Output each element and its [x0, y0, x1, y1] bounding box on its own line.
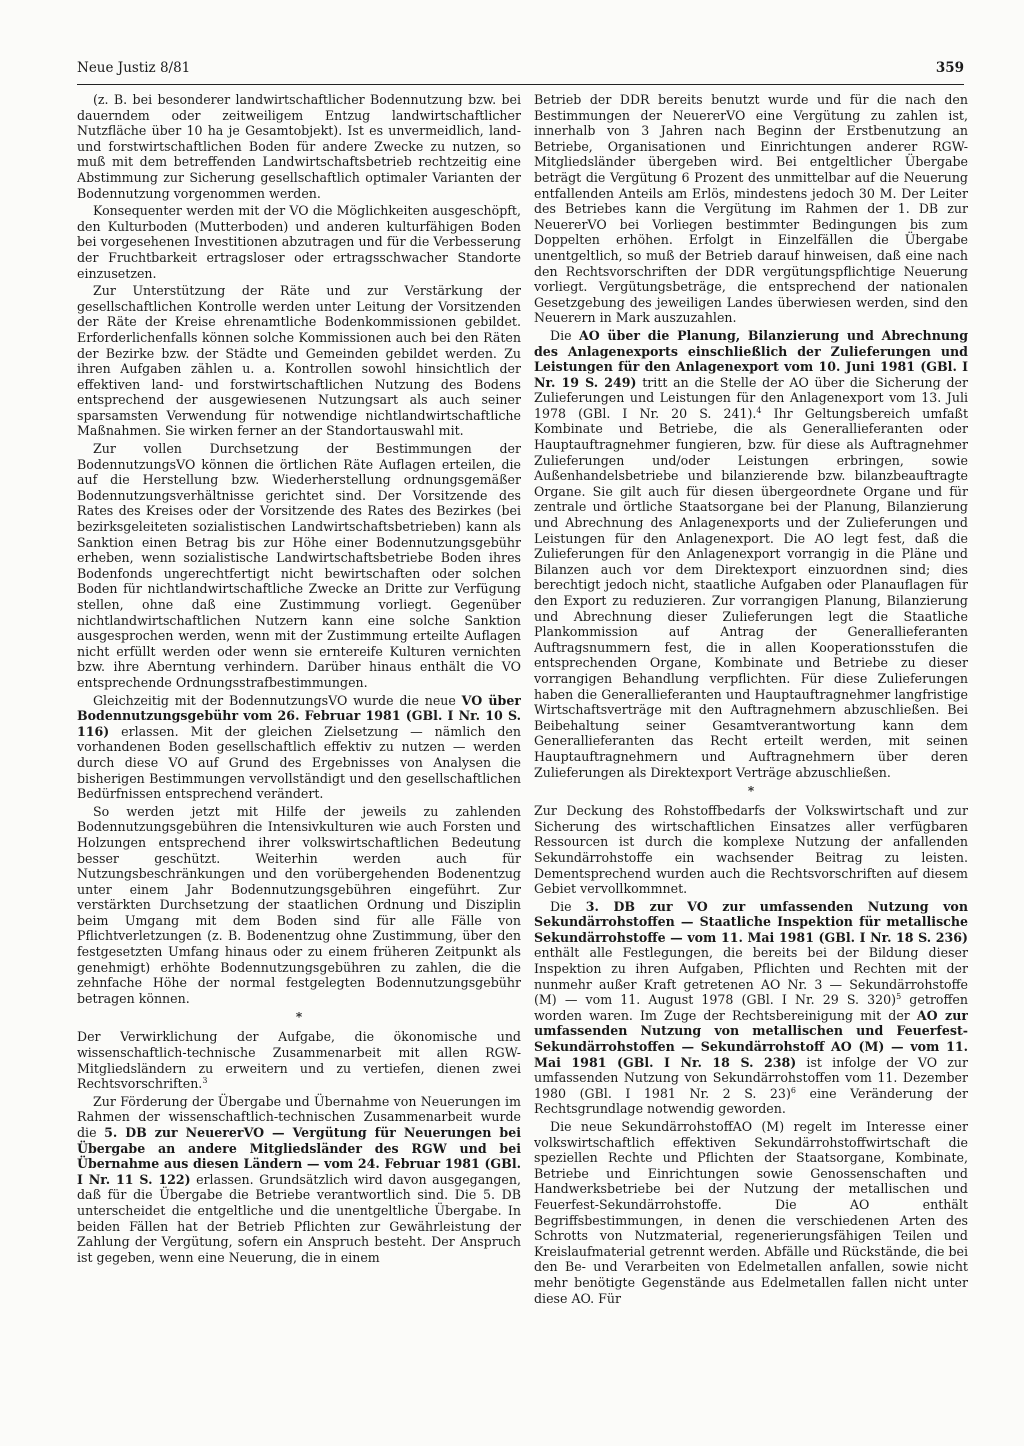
paragraph [77, 693, 521, 802]
legal-citation: AO zur umfassenden Nutzung von metallischen und Feuerfest-Sekundärrohstoffen — Sekundärrohstoff AO (M) — vom 11. Mai 1981 (GBl. I Nr. 18 S. 238) [534, 1007, 968, 1070]
footnote-ref: 6 [790, 1085, 796, 1095]
paragraph [534, 92, 968, 326]
section-separator: * [747, 784, 755, 799]
footnote-ref: 5 [896, 992, 902, 1002]
paragraph-text: enthält alle Festlegungen, die bereits bei der Bildung dieser Inspektion zu ihren Aufgaben, Pflichten und Rechten mit der nunmehr außer Kraft getretenen AO Nr. 3 — Sekundärrohstoffe (M) — vom 11. August 1978 (GBl. I Nr. 29 S. 320) [534, 945, 968, 1008]
legal-citation: 5. DB zur NeuererVO — Vergütung für Neuerungen bei Übergabe an andere Mitgliedsländer des RGW und bei Übernahme aus diesen Ländern — vom 24. Februar 1981 (GBl. I Nr. 11 S. 122) [77, 1125, 521, 1187]
paragraph [77, 203, 521, 281]
paragraph-text: Zur Unterstützung der Räte und zur Verstärkung der gesellschaftlichen Kontrolle werden unter Leitung der Vorsitzenden der Räte der Kreise ehrenamtliche Bodenkommissionen gebildet. Erforderlichenfalls können solche Kommissionen auch bei den Räten der Bezirke bzw. der Städte und Gemeinden gebildet werden. Zu ihren Aufgaben zählen u. a. Kontrollen sowohl hinsichtlich der effektiven land- und forstwirtschaftlichen Nutzung des Bodens entsprechend der ausgewiesenen Nutzungsart als auch seiner sparsamsten Verwendung für notwendige nichtlandwirtschaftliche Maßnahmen. Sie wirken ferner an der Standortauswahl mit. [77, 283, 521, 439]
footnote-ref: 4 [756, 405, 762, 415]
paragraph-text: Konsequenter werden mit der VO die Möglichkeiten ausgeschöpft, den Kulturboden (Mutterboden) und anderen kulturfähigen Boden bei vorgesehenen Investitionen abzutragen und für die Verbesserung der Fruchtbarkeit ertragsloser oder ertragsschwacher Standorte einzusetzen. [77, 203, 521, 281]
paragraph-text: So werden jetzt mit Hilfe der jeweils zu zahlenden Bodennutzungsgebühren die Intensivkulturen wie auch Forsten und Holzungen entsprechend ihrer volkswirtschaftlichen Bedeutung besser geschützt. Weiterhin werden auch für Nutzungsbeschränkungen und den vorübergehenden Bodenentzug unter einem Jahr Bodennutzungsgebühren eingeführt. Zur verstärkten Durchsetzung der staatlichen Ordnung und Disziplin beim Umgang mit dem Boden sind für alle Fälle von Pflichtverletzungen (z. B. Bodenentzug ohne Zustimmung, über den festgesetzten Umfang hinaus oder zu einem früheren Zeitpunkt als genehmigt) erhöhte Bodennutzungsgebühren zu zahlen, die die zehnfache Höhe der normal festgelegten Bodennutzungsgebühr betragen können. [77, 803, 521, 1006]
paragraph-text: Zur vollen Durchsetzung der Bestimmungen der BodennutzungsVO können die örtlichen Räte Auflagen erteilen, die auf die Herstellung bzw. Wiederherstellung ordnungsgemäßer Bodennutzungsverhältnisse gerichtet sind. Der Vorsitzende des Rates des Kreises oder der Vorsitzende des Rates des Bezirkes (bei bezirksgeleiteten sozialistischen Landwirtschaftsbetrieben) kann als Sanktion einen Betrag bis zur Höhe einer Bodennutzungsgebühr erheben, wenn sozialistische Landwirtschaftsbetriebe Boden ihres Bodenfonds ungerechtfertigt nicht bewirtschaften oder solchen Boden für nichtlandwirtschaftliche Zwecke an Dritte zur Verfügung stellen, ohne daß eine Zustimmung vorliegt. Gegenüber nichtlandwirtschaftlichen Nutzern kann eine solche Sanktion ausgesprochen werden, wenn mit der Zustimmung erteilte Auflagen nicht erfüllt werden oder wenn sie erntereife Kulturen vernichten bzw. ihre Aberntung verhindern. Darüber hinaus enthält die VO entsprechende Ordnungsstrafbestimmungen. [77, 441, 521, 690]
paragraph [534, 1119, 968, 1306]
footnote-ref: 3 [202, 1076, 208, 1086]
paragraph-text: eine Veränderung der Rechtsgrundlage notwendig geworden. [534, 1085, 968, 1117]
right-column [534, 92, 968, 1410]
paragraph [77, 441, 521, 691]
legal-citation: 3. DB zur VO zur umfassenden Nutzung von Sekundärrohstoffen — Staatliche Inspektion für metallische Sekundärrohstoffe — vom 11. Mai 1981 (GBl. I Nr. 18 S. 236) [534, 898, 968, 945]
paragraph-text: Die neue SekundärrohstoffAO (M) regelt im Interesse einer volkswirtschaftlich effektiven Sekundärrohstoffwirtschaft die speziellen Rechte und Pflichten der Staatsorgane, Kombinate, Betriebe und Einrichtungen sowie Genossenschaften und Handwerksbetriebe bei der Nutzung der metallischen und Feuerfest-Sekundärrohstoffe. Die AO enthält Begriffsbestimmungen, in denen die verschiedenen Arten des Schrotts von Nutzmaterial, regenerierungsfähigen Teilen und Kreislaufmaterial getrennt werden. Abfälle und Rückstände, die bei den Be- und Verarbeiten von Edelmetallen anfallen, sowie nicht mehr benötigte Gegenstände aus Edelmetallen fallen nicht unter diese AO. Für [534, 1119, 968, 1306]
paragraph-text: Der Verwirklichung der Aufgabe, die ökonomische und wissenschaftlich-technische Zusammenarbeit mit allen RGW-Mitgliedsländern zu erweitern und zu vertiefen [77, 1029, 521, 1076]
paragraph [77, 1029, 521, 1091]
paragraph-text: Die [550, 898, 586, 914]
paragraph [77, 283, 521, 439]
paragraph [77, 92, 521, 201]
paragraph-text: Ihr Geltungsbereich umfaßt Kombinate und Betriebe, die als Generallieferanten oder Hauptauftragnehmer fungieren, bzw. für diese als Auftragnehmer Zulieferungen und/oder Leistungen erbringen, sowie Außenhandelsbetriebe und bilanzierende bzw. bilanzbeauftragte Organe. Sie gilt auch für diesen übergeordnete Organe und für zentrale und örtliche Staatsorgane bei der Planung, Bilanzierung und Abrechnung des Anlagenexports und der Zulieferungen und Leistungen für den Anlagenexport. Die AO legt fest, daß die Zulieferungen für den Anlagenexport vorrangig in die Pläne und Bilanzen auch vor dem Direktexport einzuordnen sind; dies berechtigt jedoch nicht, staatliche Aufgaben oder Planauflagen für den Export zu reduzieren. Zur vorrangigen Planung, Bilanzierung und Abrechnung dieser Zulieferungen legt die Staatliche Plankommission auf Antrag der Generallieferanten Auftragsnummern fest, die in allen Kooperationsstufen die entsprechenden Organe, Kombinate und Betriebe zu dieser vorrangigen Behandlung verpflichten. Für diese Zulieferungen haben die Generallieferanten und Hauptauftragnehmer langfristige Wirtschaftsverträge mit den Auftragnehmern abzuschließen. Bei Beibehaltung seiner Gesamtverantwortung kann dem Generallieferanten das Recht erteilt werden, mit seinen Hauptauftragnehmern und Auftragnehmern über deren Zulieferungen als Direktexport Verträge abzuschließen. [534, 405, 968, 780]
legal-citation: VO über Bodennutzungsgebühr vom 26. Februar 1981 (GBl. I Nr. 10 S. 116) [77, 692, 521, 739]
journal-title: Neue Justiz 8/81 [77, 60, 191, 76]
paragraph [77, 1094, 521, 1266]
section-separator: * [295, 1010, 303, 1025]
paragraph-text: Gleichzeitig mit der BodennutzungsVO wurde die neue [93, 692, 462, 708]
paragraph [77, 804, 521, 1007]
paragraph-text: getroffen worden waren. Im Zuge der Rechtsbereinigung mit der [534, 992, 968, 1023]
paragraph-text: Die [550, 327, 579, 343]
paragraph [534, 328, 968, 780]
paragraph-text: ist infolge der VO zur umfassenden Nutzung von Sekundärrohstoffen vom 11. Dezember 1980 (GBl. I 1981 Nr. 2 S. 23) [534, 1054, 968, 1101]
running-header [77, 58, 964, 85]
paragraph [534, 899, 968, 1117]
paragraph-text: tritt an die Stelle der AO über die Sicherung der Zulieferungen und Leistungen für den Anlagenexport vom 13. Juli 1978 (GBl. I Nr. 20 S. 241). [534, 374, 968, 421]
page-number: 359 [935, 60, 964, 76]
paragraph-text: Zur Deckung des Rohstoffbedarfs der Volkswirtschaft und zur Sicherung des wirtschaftlichen Einsatzes aller verfügbaren Ressourcen ist durch die komplexe Nutzung der anfallenden Sekundärrohstoffe ein wachsender Beitrag zu leisten. Dementsprechend wurden auch die Rechtsvorschriften auf diesem Gebiet vervollkommnet. [534, 803, 968, 897]
paragraph-text: erlassen. Mit der gleichen Zielsetzung — nämlich den vorhandenen Boden gesellschaftlich effektiv zu nutzen — werden durch diese VO auf Grund des Ergebnisses von Analysen die bisherigen Bestimmungen vervollständigt und den gesellschaftlichen Bedürfnissen entsprechend verändert. [77, 723, 521, 802]
paragraph-text: , dienen zwei Rechtsvorschriften. [77, 1060, 521, 1092]
legal-citation: AO über die Planung, Bilanzierung und Abrechnung des Anlagenexports einschließlich der Zulieferungen und Leistungen für den Anlagenexport vom 10. Juni 1981 (GBl. I Nr. 19 S. 249) [534, 327, 968, 390]
paragraph [534, 803, 968, 897]
paragraph-text: Zur Förderung der Übergabe und Übernahme von Neuerungen im Rahmen der wissenschaftlich-technischen Zusammenarbeit wurde die [77, 1093, 521, 1140]
paragraph-text: erlassen. Grundsätzlich wird davon ausgegangen, daß für die Übergabe die Betriebe verantwortlich sind. Die 5. DB unterscheidet die entgeltliche und die unentgeltliche Übergabe. In beiden Fällen hat der Betrieb Pflichten zur Gewährleistung der Zahlung der Vergütung, sofern ein Anspruch besteht. Der Anspruch ist gegeben, wenn eine Neuerung, die in einem [77, 1171, 521, 1265]
paragraph-text: Betrieb der DDR bereits benutzt wurde und für die nach den Bestimmungen der NeuererVO eine Vergütung zu zahlen ist, innerhalb von 3 Jahren nach Beginn der Erstbenutzung an Betriebe, Organisationen und Einrichtungen anderer RGW-Mitgliedsländer übergeben wird. Bei entgeltlicher Übergabe beträgt die Vergütung 6 Prozent des unmittelbar auf die Neuerung entfallenden Anteils am Erlös, mindestens jedoch 30 M. Der Leiter des Betriebes kann die Vergütung im Rahmen der 1. DB zur NeuererVO bei Vorliegen bestimmter Bedingungen bis zum Doppelten erhöhen. Erfolgt in Einzelfällen die Übergabe unentgeltlich, so muß der Betrieb darauf hinweisen, daß eine nach den Rechtsvorschriften der DDR vergütungspflichtige Neuerung vorliegt. Vergütungsbeträge, die entsprechend der nationalen Gesetzgebung des jeweiligen Landes überwiesen werden, sind den Neuerern in Mark auszuzahlen. [534, 92, 968, 326]
paragraph-text: (z. B. bei besonderer landwirtschaftlicher Bodennutzung bzw. bei dauerndem oder zeitweiligem Entzug landwirtschaftlicher Nutzfläche über 10 ha je Gesamtobjekt). Ist es unvermeidlich, land- und forstwirtschaftlichen Boden für andere Zwecke zu nutzen, so muß mit dem betreffenden Landwirtschaftsbetrieb rechtzeitig eine Abstimmung zur Sicherung gesellschaftlich optimaler Varianten der Bodennutzung vorgenommen werden. [77, 92, 521, 201]
left-column [77, 92, 521, 1410]
